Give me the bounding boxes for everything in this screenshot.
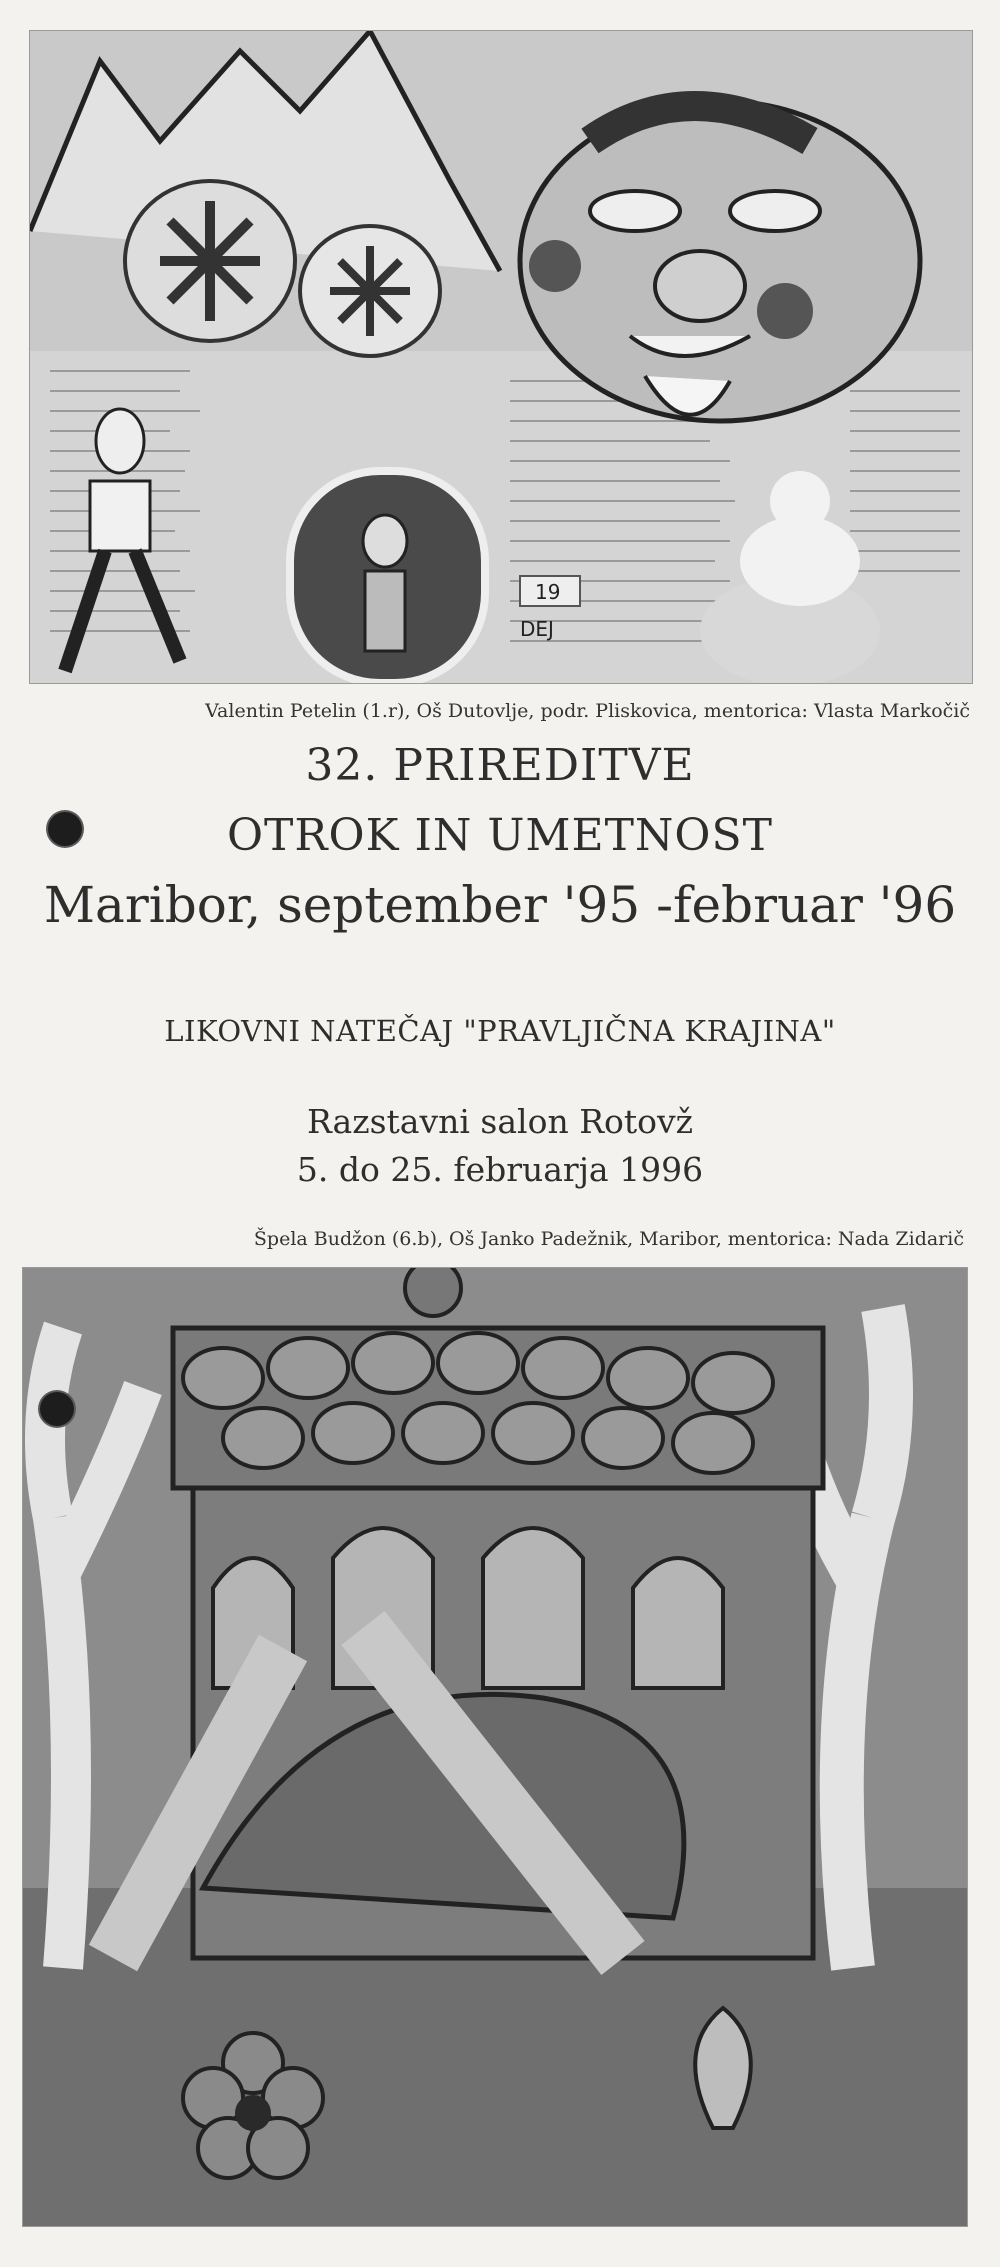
punch-hole-top (48, 812, 82, 846)
bottom-artwork-drawing (23, 1268, 967, 2226)
punch-hole-bottom (40, 1392, 74, 1426)
event-title-line3: Maribor, september '95 -februar '96 (43, 876, 957, 934)
exhibition-dates: 5. do 25. februarja 1996 (296, 1150, 704, 1189)
bottom-artwork (22, 1267, 968, 2227)
top-artwork-drawing (30, 31, 972, 683)
contest-title: LIKOVNI NATEČAJ "PRAVLJIČNA KRAJINA" (164, 1014, 836, 1048)
top-artwork-caption: Valentin Petelin (1.r), Oš Dutovlje, podr. Pliskovica, mentorica: Vlasta Markočič (205, 700, 970, 722)
newspaper-fragment: DEJ (520, 617, 554, 641)
event-title-line2: OTROK IN UMETNOST (226, 810, 773, 861)
event-title-line1: 32. PRIREDITVE (305, 740, 695, 791)
top-artwork (29, 30, 973, 684)
newspaper-number: 19 (535, 580, 561, 604)
exhibition-venue: Razstavni salon Rotovž (306, 1102, 694, 1141)
bottom-artwork-caption: Špela Budžon (6.b), Oš Janko Padežnik, Maribor, mentorica: Nada Zidarič (253, 1228, 964, 1250)
